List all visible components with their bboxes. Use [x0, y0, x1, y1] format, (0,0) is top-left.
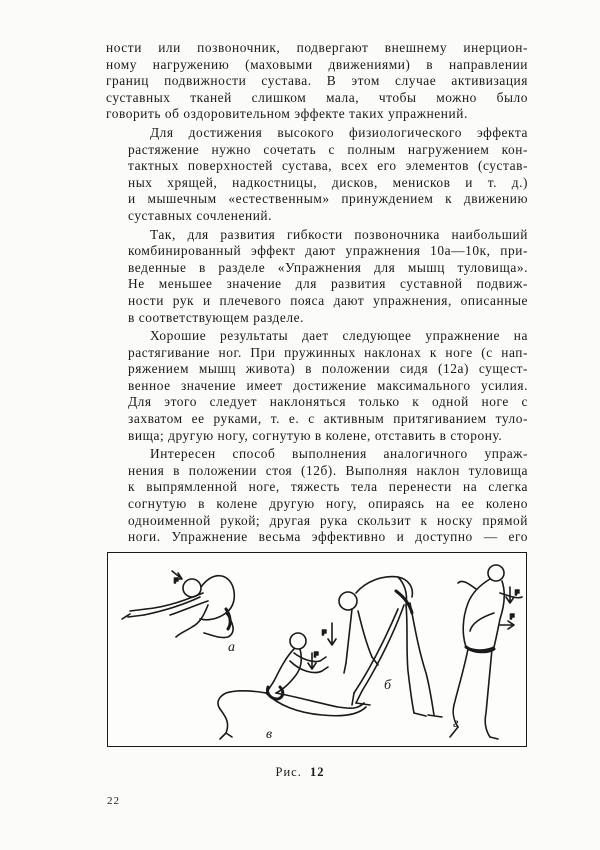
text-line: Не меньшее значение для развития суставной подвиж- [128, 276, 528, 292]
force-label-g1: F [515, 590, 520, 597]
force-label-a: F [174, 578, 179, 585]
text-line: границ подвижности сустава. В этом случае активизация [106, 73, 528, 89]
text-line: и мышечным «естественным» принуждением к движению [128, 191, 528, 207]
paragraph-5 [106, 446, 528, 546]
text-line: согнутую в колене другую ногу, опираясь на ее колено [128, 496, 528, 512]
text-line: Хорошие результаты дает следующее упражнение на [150, 328, 528, 344]
text-line: захватом ее руками, т. е. с активным притягиванием туло- [128, 411, 528, 427]
figure-label-a: а [228, 640, 235, 655]
text-line: венное значение имеет достижение максимального усилия. [128, 377, 528, 393]
text-line: ности рук и плечевого пояса дают упражнения, описанные [128, 292, 528, 308]
text-line: Интересен способ выполнения аналогичного упраж- [150, 446, 528, 462]
text-line: к выпрямленной ноге, тяжесть тела перенести на слегка [128, 479, 528, 495]
figure-b-standing-bend [328, 577, 442, 717]
text-line: суставных тканей слишком мала, чтобы можно было [106, 89, 528, 105]
text-line: одноименной рукой; другая рука скользит к носку прямой [128, 512, 528, 528]
text-line: суставных сочленений. [128, 207, 273, 223]
text-line: ных хрящей, надкостницы, дисков, менисков и т. д.) [128, 174, 528, 190]
paragraph-2 [106, 125, 528, 225]
caption-number: 12 [309, 765, 325, 779]
exercise-figure [107, 552, 527, 747]
text-line: веденные в разделе «Упражнения для мышц туловища». [128, 259, 528, 275]
text-line: Так, для развития гибкости позвоночника наибольший [150, 226, 528, 242]
text-line: ряжением мышц живота) в положении сидя (12а) сущест- [128, 361, 528, 377]
body-text [106, 40, 528, 546]
force-label-b: F [322, 630, 327, 637]
text-line: тактных поверхностей сустава, всех его элементов (сустав- [128, 158, 528, 174]
text-line: ному нагружению (маховыми движениями) в направлении [106, 56, 528, 72]
figure-v-kneeling [218, 633, 366, 739]
text-line: Для этого следует наклоняться только к одной ноге с [128, 394, 528, 410]
exercise-illustration [108, 553, 526, 746]
text-line: ноги. Упражнение весьма эффективно и доступно — его [128, 529, 528, 545]
text-line: нения в положении стоя (12б). Выполняя наклон туловища [128, 462, 528, 478]
text-line: растягивание ног. При пружинных наклонах к ноге (с нап- [128, 344, 528, 360]
text-line: говорить об оздоровительном эффекте таких упражнений. [106, 106, 468, 122]
text-line: комбинированный эффект дают упражнения 10а—10к, при- [128, 243, 528, 259]
paragraph-3 [106, 227, 528, 327]
text-line: в соответствующем разделе. [128, 309, 305, 325]
figure-label-b: б [384, 678, 392, 693]
caption-prefix: Рис. [275, 765, 302, 779]
text-line: растяжение нужно сочетать с полным нагружением кон- [128, 141, 528, 157]
paragraph-4 [106, 328, 528, 444]
figure-caption [0, 765, 600, 780]
force-label-g2: F [510, 614, 515, 621]
figure-label-v: в [266, 727, 273, 742]
text-line: вища; другую ногу, согнутую в колене, отставить в сторону. [128, 427, 503, 443]
text-line: ности или позвоночник, подвергают внешнему инерцион- [106, 40, 528, 55]
figure-g-standing-side [450, 565, 522, 739]
page-number: 22 [107, 795, 120, 807]
force-label-v: F [314, 652, 319, 659]
paragraph-1 [106, 40, 528, 123]
text-line: Для достижения высокого физиологического эффекта [150, 124, 528, 140]
figure-label-g: г [453, 716, 459, 731]
